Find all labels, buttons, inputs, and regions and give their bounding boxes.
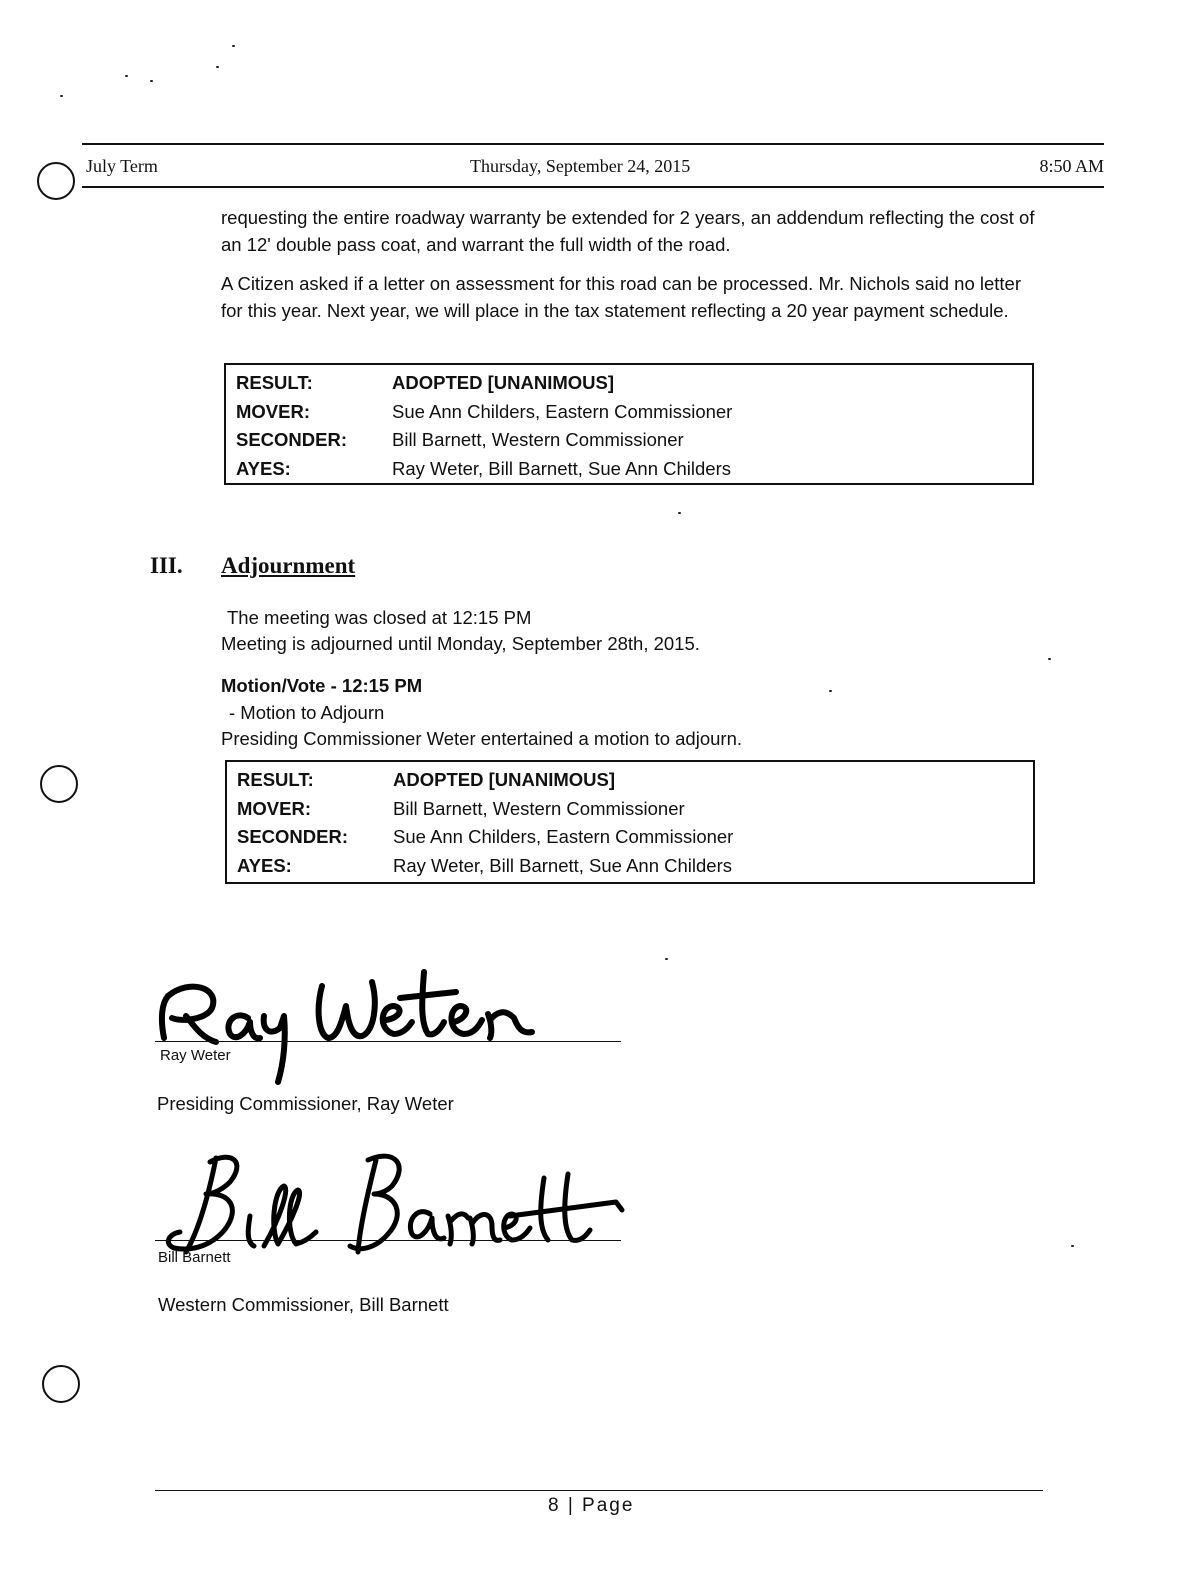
vote-row-ayes [237,852,1023,881]
section-title: Adjournment [221,553,356,578]
scan-speck [1071,1245,1074,1247]
signature-line [155,1041,621,1042]
vote-value: ADOPTED [UNANIMOUS] [393,769,615,791]
binder-hole-icon [40,765,78,803]
scan-speck [232,45,235,47]
scan-speck [216,66,219,68]
vote-value: Sue Ann Childers, Eastern Commissioner [393,826,734,848]
body-paragraph: requesting the entire roadway warranty be extended for 2 years, an addendum reflecting the cost of an 12' double pass coat, and warrant the full width of the road. [221,207,1035,255]
signature-ray-weter [150,958,550,1088]
vote-value: ADOPTED [UNANIMOUS] [392,372,614,394]
section-number: III. [150,553,183,578]
vote-value: Bill Barnett, Western Commissioner [392,429,684,451]
vote-row-mover [236,398,1022,427]
binder-hole-icon [37,162,75,200]
header-bottom-rule [82,186,1104,188]
motion-heading: Motion/Vote - 12:15 PM [221,675,423,696]
signature-printed-name: Bill Barnett [158,1249,231,1266]
scan-speck [678,512,681,514]
meeting-closed-text: The meeting was closed at 12:15 PM [227,607,532,628]
signature-title: Presiding Commissioner, Ray Weter [157,1093,454,1114]
vote-label: MOVER: [236,400,310,422]
header-term: July Term [86,156,158,176]
signature-printed-name: Ray Weter [160,1047,231,1064]
vote-result-box [225,760,1035,884]
signature-line [155,1240,621,1241]
vote-row-seconder [236,426,1022,455]
motion-item: - Motion to Adjourn [229,702,385,723]
binder-hole-icon [42,1365,80,1403]
header-time: 8:50 AM [1039,156,1104,176]
vote-value: Ray Weter, Bill Barnett, Sue Ann Childers [392,457,731,479]
vote-row-result [236,369,1022,398]
vote-row-ayes [236,455,1022,484]
scan-speck [829,690,832,692]
scan-speck [150,80,153,82]
header-date: Thursday, September 24, 2015 [470,156,691,176]
header-top-rule [82,143,1104,145]
signature-title: Western Commissioner, Bill Barnett [158,1294,449,1315]
footer-rule [155,1490,1043,1491]
vote-label: MOVER: [237,797,311,819]
vote-label: AYES: [237,854,292,876]
vote-row-seconder [237,823,1023,852]
vote-row-mover [237,795,1023,824]
scan-speck [60,95,63,97]
scan-speck [125,75,128,77]
vote-label: SECONDER: [236,429,348,451]
vote-label: RESULT: [237,769,314,791]
motion-text: Presiding Commissioner Weter entertained a motion to adjourn. [221,728,742,749]
meeting-adjourned-text: Meeting is adjourned until Monday, September 28th, 2015. [221,633,700,654]
page-number: 8 | Page [548,1495,635,1516]
vote-result-box [224,363,1034,485]
vote-value: Bill Barnett, Western Commissioner [393,797,685,819]
vote-row-result [237,766,1023,795]
vote-label: SECONDER: [237,826,349,848]
body-paragraph: A Citizen asked if a letter on assessment for this road can be processed. Mr. Nichols said no letter for this year. Next year, we will place in the tax statement reflecting a 20 year payment schedule. [221,273,1021,321]
vote-label: RESULT: [236,372,313,394]
vote-label: AYES: [236,457,291,479]
scan-speck [1048,658,1051,660]
scan-speck [665,958,668,960]
vote-value: Ray Weter, Bill Barnett, Sue Ann Childers [393,854,732,876]
vote-value: Sue Ann Childers, Eastern Commissioner [392,400,733,422]
